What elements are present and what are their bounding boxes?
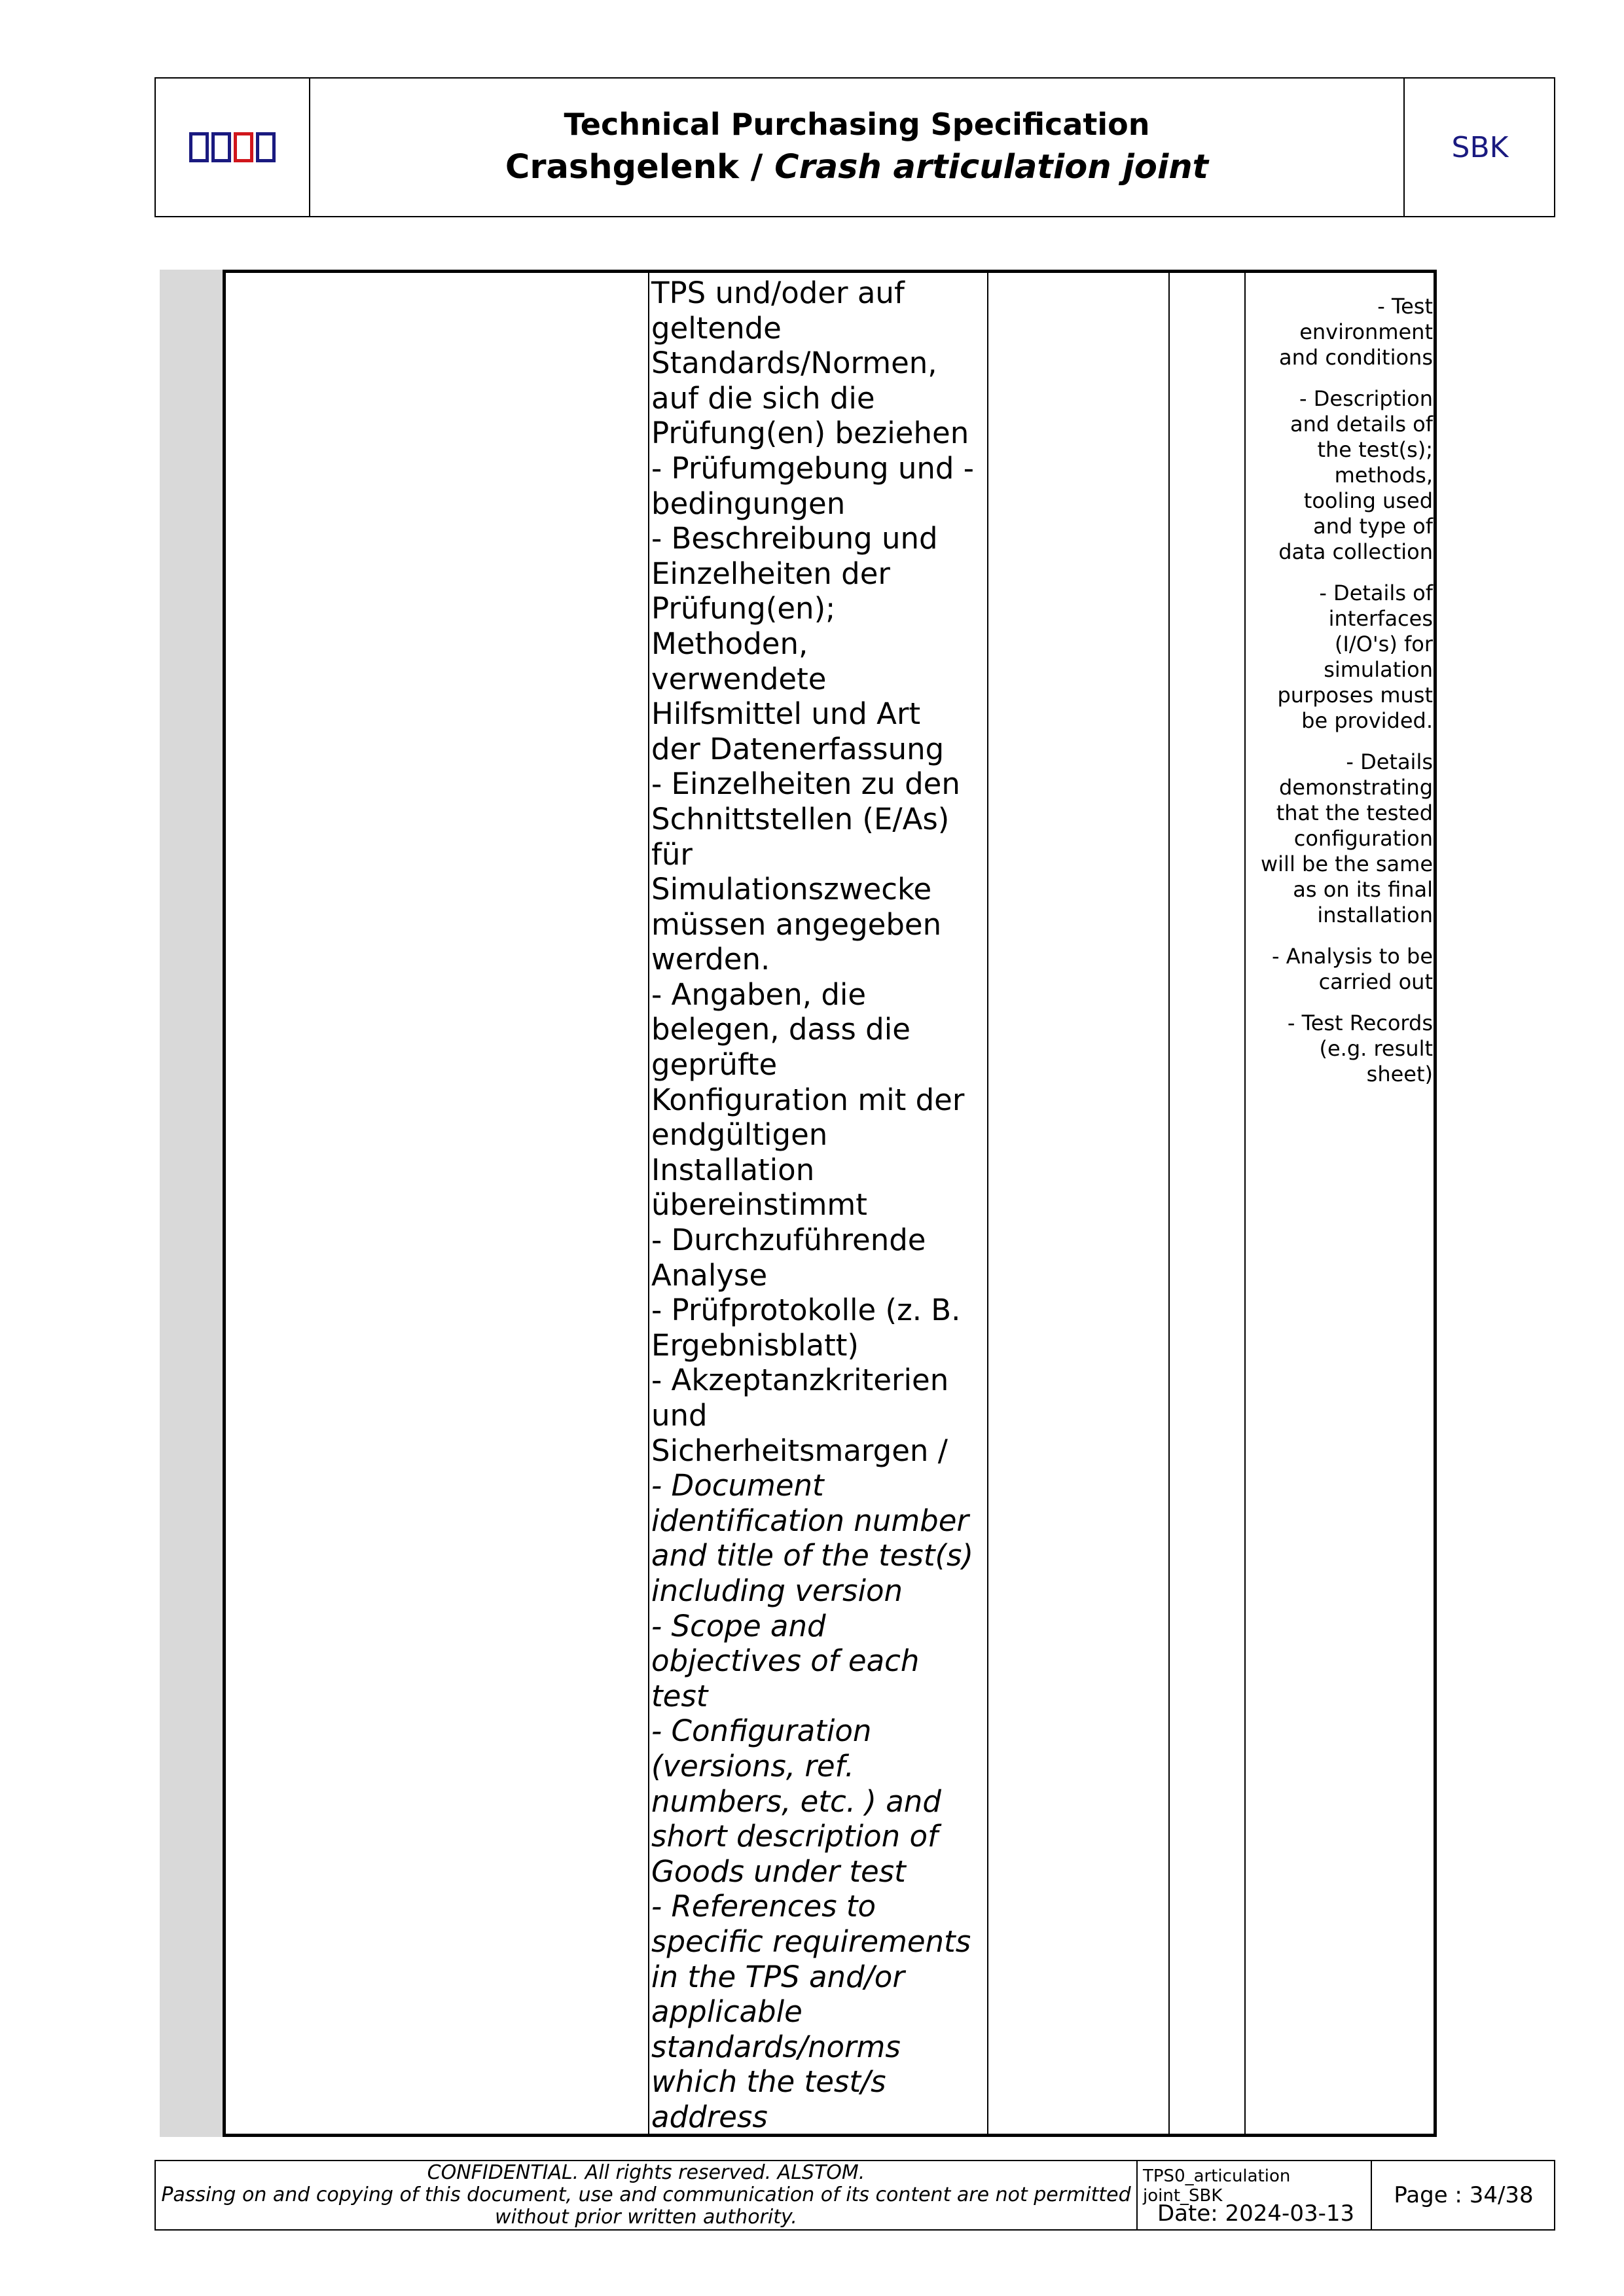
description-german: TPS und/oder auf geltende Standards/Normen, auf die sich die Prüfung(en) beziehen - Prüfumgebung und - bedingungen - Beschreibung und Einzelheiten der Prüfung(en); Methoden, verwendete Hilfsmittel und Art der Datenerfassung - Einzelheiten zu den Schnittstellen (E/As) für Simulationszwecke müssen angegeben werden. - Angaben, die belegen, dass die geprüfte Konfiguration mit der endgültigen Installation übereinstimmt - Durchzuführende Analyse - Prüfprotokolle (z. B. Ergebnisblatt) - Akzeptanzkriterien und Sicherheitsmargen / — [651, 276, 974, 1468]
title-line-2 — [505, 145, 1208, 190]
logo-glyph-2 — [211, 132, 231, 162]
requirements-table — [223, 270, 1437, 2137]
title-line-1: Technical Purchasing Specification — [564, 107, 1150, 142]
page-header — [154, 77, 1555, 217]
logo-glyph-1 — [189, 132, 209, 162]
document-name: TPS0_articulation joint_SBK — [1143, 2166, 1291, 2206]
column-divider-3 — [1168, 273, 1170, 2134]
summary-item: - Analysis to be carried out — [1271, 944, 1433, 994]
summary-item: - Details of interfaces (I/O's) for simulation purposes must be provided. — [1277, 581, 1433, 733]
logo-glyph-4 — [256, 132, 276, 162]
summary-item: - Test environment and conditions — [1279, 294, 1433, 370]
logo-cell — [156, 79, 310, 216]
description-english: - Document identification number and title of the test(s) including version - Scope and objectives of each test - Configuration (versions, ref. numbers, etc. ) and short description of Goods under test - References to specific requirements in the TPS and/or applicable standards/norms which the test/s address — [651, 1468, 974, 2134]
requirement-description-cell — [651, 276, 984, 2134]
product-code: SBK — [1403, 79, 1555, 216]
english-summary-cell — [1250, 294, 1433, 1103]
company-logo — [189, 132, 276, 162]
confidentiality-notice — [156, 2161, 1138, 2229]
logo-glyph-3 — [234, 132, 253, 162]
row-shading-strip — [160, 270, 224, 2137]
notice-line-1: CONFIDENTIAL. All rights reserved. ALSTOM. — [427, 2161, 865, 2184]
notice-line-3: without prior written authority. — [495, 2206, 797, 2229]
summary-item: - Details demonstrating that the tested configuration will be the same as on its final installation — [1260, 749, 1433, 927]
title-english: Crash articulation joint — [774, 148, 1209, 187]
title-german: Crashgelenk — [505, 148, 739, 187]
document-date: Date: 2024-03-13 — [1157, 2200, 1355, 2227]
document-title — [310, 79, 1403, 216]
column-divider-4 — [1244, 273, 1246, 2134]
page-number: Page : 34/38 — [1394, 2182, 1534, 2208]
page-footer — [154, 2160, 1555, 2231]
summary-item: - Test Records (e.g. result sheet) — [1287, 1011, 1433, 1086]
document-info — [1138, 2161, 1372, 2229]
notice-line-2: Passing on and copying of this document, use and communication of its content are not permitted — [161, 2183, 1131, 2206]
title-separator: / — [750, 148, 763, 187]
column-divider-1 — [648, 273, 649, 2134]
column-divider-2 — [987, 273, 988, 2134]
summary-item: - Description and details of the test(s); methods, tooling used and type of data collection — [1278, 386, 1433, 564]
